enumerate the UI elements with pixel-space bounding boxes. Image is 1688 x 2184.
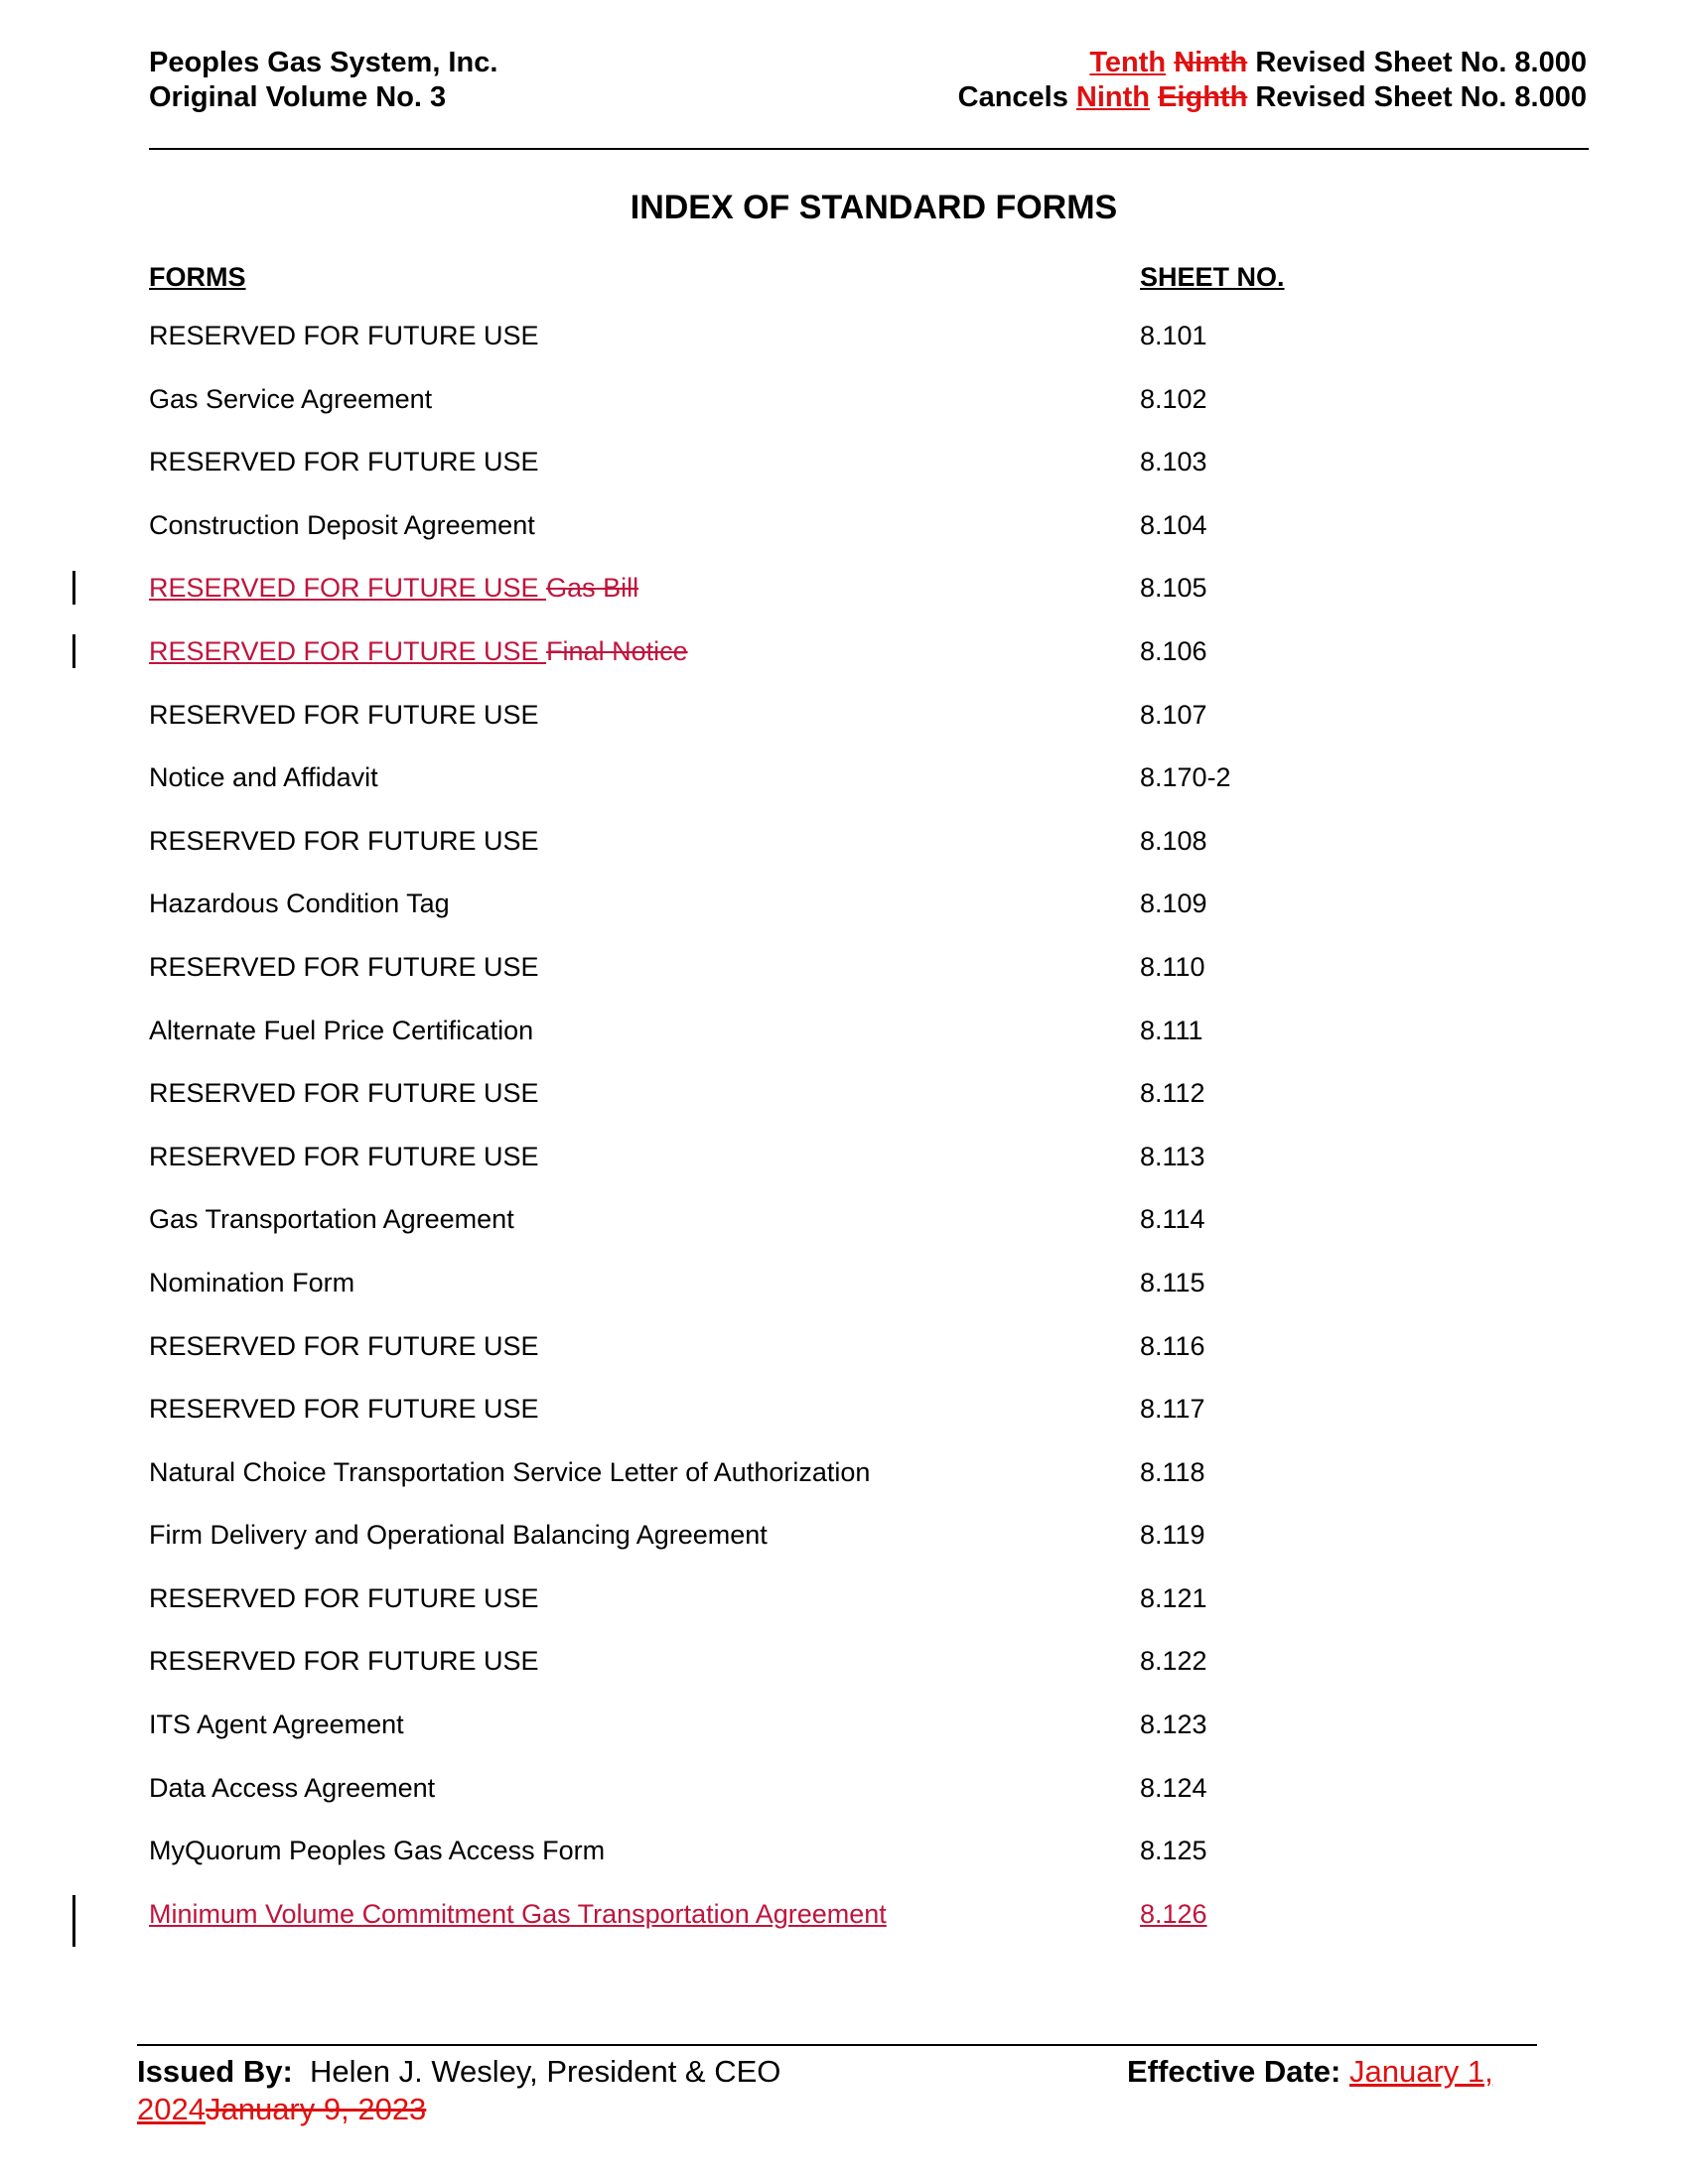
sheet-number: 8.108 — [1140, 825, 1207, 856]
effective-date-inserted-b: 2024 — [137, 2092, 206, 2126]
sheet-number: 8.110 — [1140, 951, 1205, 982]
form-name: Construction Deposit Agreement — [149, 509, 535, 540]
sheet-number: 8.102 — [1140, 383, 1207, 414]
list-item — [0, 1520, 1688, 1583]
list-item — [0, 1394, 1688, 1457]
issued-by-label: Issued By: — [137, 2054, 293, 2089]
form-name: RESERVED FOR FUTURE USE — [149, 1646, 539, 1677]
sheet-number: 8.116 — [1140, 1330, 1205, 1361]
sheet-number: 8.107 — [1140, 699, 1207, 730]
form-name: RESERVED FOR FUTURE USE — [149, 1141, 539, 1171]
form-name-deleted: Final Notice — [546, 635, 688, 666]
effective-date-inserted-a: January 1, — [1348, 2054, 1493, 2089]
form-name — [149, 1899, 887, 1930]
effective-date-line2 — [137, 2091, 426, 2128]
form-name: MyQuorum Peoples Gas Access Form — [149, 1836, 606, 1866]
form-name: Nomination Form — [149, 1267, 355, 1297]
form-name: RESERVED FOR FUTURE USE — [149, 1394, 539, 1425]
sheet-column-header: SHEET NO. — [1140, 262, 1285, 292]
list-item — [0, 700, 1688, 763]
list-item — [0, 1773, 1688, 1837]
list-item — [0, 826, 1688, 889]
sheet-number: 8.170-2 — [1140, 762, 1231, 793]
list-item — [0, 1899, 1688, 1963]
header-left — [149, 46, 497, 115]
header-divider — [149, 148, 1589, 150]
header-right — [958, 46, 1587, 115]
sheet-number: 8.119 — [1140, 1520, 1205, 1551]
list-item — [0, 1016, 1688, 1079]
form-name: RESERVED FOR FUTURE USE — [149, 321, 539, 350]
sheet-number: 8.117 — [1140, 1394, 1205, 1425]
form-name — [149, 636, 688, 667]
sheet-number: 8.113 — [1140, 1141, 1205, 1171]
form-name: Natural Choice Transportation Service Letter of Authorization — [149, 1456, 871, 1487]
effective-date-block — [1127, 2053, 1493, 2091]
list-item — [0, 321, 1688, 384]
footer-divider-left — [137, 2044, 1003, 2046]
form-name: Data Access Agreement — [149, 1772, 436, 1803]
cancels-suffix: Revised Sheet No. 8.000 — [1255, 81, 1587, 113]
list-item — [0, 1836, 1688, 1899]
form-name: RESERVED FOR FUTURE USE — [149, 1078, 539, 1109]
list-item — [0, 1646, 1688, 1709]
sheet-number: 8.104 — [1140, 509, 1207, 540]
form-name: RESERVED FOR FUTURE USE — [149, 1582, 539, 1613]
sheet-number: 8.125 — [1140, 1836, 1207, 1866]
form-name: Notice and Affidavit — [149, 762, 378, 793]
list-item — [0, 447, 1688, 510]
sheet-number: 8.124 — [1140, 1772, 1207, 1803]
revision-deleted: Ninth — [1174, 47, 1248, 78]
company-name: Peoples Gas System, Inc. — [149, 47, 498, 78]
form-name: Gas Transportation Agreement — [149, 1204, 514, 1235]
form-name: Firm Delivery and Operational Balancing Agreement — [149, 1520, 768, 1551]
form-name: RESERVED FOR FUTURE USE — [149, 951, 539, 982]
form-name: RESERVED FOR FUTURE USE — [149, 699, 539, 730]
sheet-number: 8.109 — [1140, 888, 1207, 919]
sheet-number: 8.114 — [1140, 1204, 1205, 1235]
sheet-number: 8.111 — [1140, 1015, 1203, 1045]
sheet-number: 8.103 — [1140, 447, 1207, 478]
list-item — [0, 573, 1688, 636]
form-name: Alternate Fuel Price Certification — [149, 1015, 534, 1045]
cancels-deleted: Eighth — [1158, 81, 1248, 113]
forms-column-header: FORMS — [149, 262, 246, 292]
revision-inserted: Tenth — [1089, 47, 1167, 78]
change-bar — [72, 571, 75, 605]
sheet-number — [1140, 1899, 1207, 1930]
sheet-number-inserted: 8.126 — [1140, 1898, 1207, 1929]
form-name-inserted: RESERVED FOR FUTURE USE — [149, 635, 547, 666]
form-name-inserted: Minimum Volume Commitment Gas Transportation Agreement — [149, 1898, 887, 1929]
form-name — [149, 573, 638, 604]
issued-by-name: Helen J. Wesley, President & CEO — [310, 2054, 781, 2089]
sheet-number: 8.118 — [1140, 1456, 1205, 1487]
cancels-inserted: Ninth — [1075, 81, 1151, 113]
sheet-number: 8.112 — [1140, 1078, 1205, 1109]
form-name: RESERVED FOR FUTURE USE — [149, 447, 539, 478]
cancels-prefix: Cancels — [957, 81, 1068, 113]
sheet-number: 8.106 — [1140, 635, 1207, 666]
form-name: ITS Agent Agreement — [149, 1709, 404, 1740]
form-name-deleted: Gas Bill — [546, 573, 639, 604]
cancels-line — [958, 80, 1587, 115]
form-name: RESERVED FOR FUTURE USE — [149, 825, 539, 856]
sheet-number: 8.115 — [1140, 1267, 1205, 1297]
list-item — [0, 888, 1688, 952]
list-item — [0, 1268, 1688, 1331]
change-bar — [72, 634, 75, 668]
forms-index-list — [0, 321, 1688, 1962]
list-item — [0, 384, 1688, 448]
list-item — [0, 762, 1688, 826]
sheet-number: 8.121 — [1140, 1582, 1207, 1613]
volume-number: Original Volume No. 3 — [149, 81, 447, 113]
list-item — [0, 1331, 1688, 1395]
sheet-number: 8.101 — [1140, 321, 1207, 350]
revision-line — [958, 46, 1587, 80]
list-item — [0, 952, 1688, 1016]
form-name-inserted: RESERVED FOR FUTURE USE — [149, 573, 547, 604]
list-item — [0, 1709, 1688, 1773]
sheet-number: 8.123 — [1140, 1709, 1207, 1740]
page-title: INDEX OF STANDARD FORMS — [630, 189, 1118, 226]
sheet-number: 8.122 — [1140, 1646, 1207, 1677]
list-item — [0, 1204, 1688, 1268]
issued-by-block — [137, 2053, 780, 2091]
form-name: RESERVED FOR FUTURE USE — [149, 1330, 539, 1361]
list-item — [0, 1142, 1688, 1205]
list-item — [0, 1457, 1688, 1521]
list-item — [0, 1583, 1688, 1647]
effective-date-label: Effective Date: — [1127, 2054, 1341, 2089]
list-item — [0, 510, 1688, 574]
list-item — [0, 1078, 1688, 1142]
list-item — [0, 636, 1688, 700]
revision-suffix: Revised Sheet No. 8.000 — [1255, 47, 1587, 78]
change-bar — [72, 1895, 75, 1947]
sheet-number: 8.105 — [1140, 573, 1207, 604]
footer-divider-right — [1003, 2044, 1537, 2046]
form-name: Hazardous Condition Tag — [149, 888, 450, 919]
effective-date-deleted: January 9, 2023 — [205, 2092, 427, 2126]
form-name: Gas Service Agreement — [149, 383, 433, 414]
